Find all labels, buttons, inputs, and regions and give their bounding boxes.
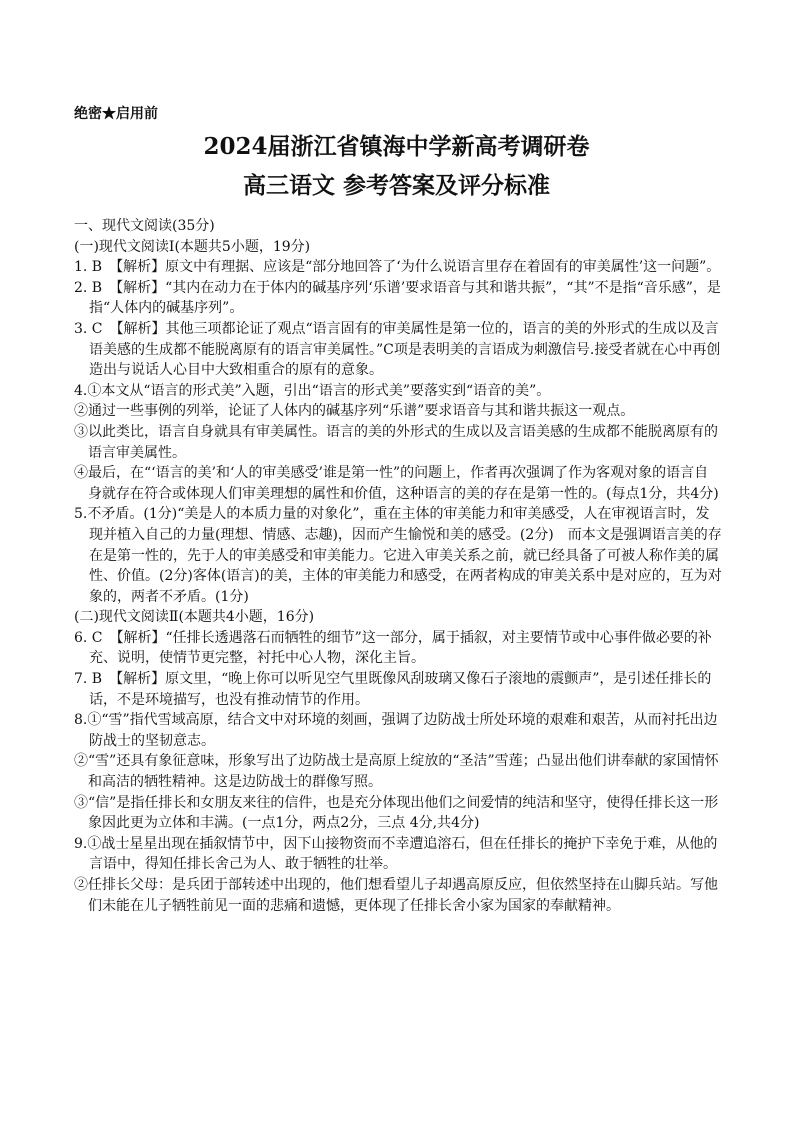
answer-point: ③以此类比，语言自身就具有审美属性。语言的美的外形式的生成以及言语美感的生成都不能脱离原有的语言审美属性。 <box>74 423 718 461</box>
document-subtitle: 高三语文 参考答案及评分标准 <box>242 172 550 199</box>
answer-body <box>74 216 722 916</box>
subsection-heading: (二)现代文阅读Ⅱ(本题共4小题，16分) <box>74 609 315 626</box>
answer-item: 7. B 【解析】原文里，“晚上你可以听见空气里既像风刮玻璃又像石子滚地的震颤声”，是引述任排长的话，不是环境描写，也没有推动情节的作用。 <box>74 671 712 708</box>
answer-point: ②“雪”还具有象征意味，形象写出了边防战士是高原上绽放的“圣洁”雪莲；凸显出他们讲奉献的家国情怀和高洁的牺牲精神。这是边防战士的群像写照。 <box>74 753 719 791</box>
subsection-heading: (一)现代文阅读Ⅰ(本题共5小题，19分) <box>74 238 311 255</box>
answer-item: 4.①本文从“语言的形式美”入题，引出“语言的形式美”要落实到“语音的美”。 <box>74 382 551 399</box>
answer-item: 5.不矛盾。(1分)“美是人的本质力量的对象化”，重在主体的审美能力和审美感受，人在审视语言时，发现并植入自己的力量(理想、情感、志趣)，因而产生愉悦和美的感受。(2分) 而本文是强调语言美的存在是第一性的，先于人的审美感受和审美能力。它进入审美关系之前，就已经具备了可被人称作美的属性、价值。(2分)客体(语言)的美，主体的审美能力和感受，在两者构成的审美关系中是对应的，互为对象的，两者不矛盾。(1分) <box>74 506 722 605</box>
confidential-label: 绝密★启用前 <box>74 106 158 122</box>
answer-point: ③“信”是指任排长和女朋友来往的信件，也是充分体现出他们之间爱情的纯洁和坚守，使得任排长这一形象因此更为立体和丰满。(一点1分，两点2分，三点 4分,共4分) <box>74 794 719 832</box>
answer-item: 1. B 【解析】原文中有理据、应该是“部分地回答了‘为什么说语言里存在着固有的审美属性’这一问题”。 <box>74 259 721 276</box>
answer-item: 8.①“雪”指代雪域高原，结合文中对环境的刻画，强调了边防战士所处环境的艰难和艰苦，从而衬托出边防战士的坚韧意志。 <box>74 712 718 749</box>
answer-point: ④最后，在“‘语言的美’和‘人的审美感受’谁是第一性”的问题上，作者再次强调了作为客观对象的语言自身就存在符合或体现人们审美理想的属性和价值，这种语言的美的存在是第一性的。(每点1分，共4分) <box>74 465 719 502</box>
answer-item: 2. B 【解析】“其内在动力在于体内的碱基序列‘乐谱’要求语音与其和谐共振”，“其”不是指“音乐感”，是指“人体内的碱基序列”。 <box>74 279 721 317</box>
answer-point: ②通过一些事例的列举，论证了人体内的碱基序列“乐谱”要求语音与其和谐共振这一观点。 <box>74 403 635 420</box>
answer-item: 9.①战士星星出现在插叙情节中，因下山接物资而不幸遭追溶石，但在任排长的掩护下幸免于难，从他的言语中，得知任排长舍己为人、敢于牺牲的壮举。 <box>74 835 718 873</box>
answer-item: 3. C 【解析】其他三项都论证了观点“语言固有的审美属性是第一位的，语言的美的外形式的生成以及言语美感的生成都不能脱离原有的语言审美属性。”C项是表明美的言语成为刺激信号.接受者就在心中再创造出与说话人心目中大致相重合的原有的意象。 <box>74 320 721 379</box>
section-heading: 一、现代文阅读(35分) <box>74 218 215 234</box>
answer-item: 6. C 【解析】“任排长透遇落石而牺牲的细节”这一部分，属于插叙，对主要情节或中心事件做必要的补充、说明，使情节更完整，衬托中心人物，深化主旨。 <box>74 629 712 667</box>
answer-point: ②任排长父母：是兵团于部转述中出现的，他们想看望儿子却遇高原反应，但依然坚持在山脚兵站。写他们未能在儿子牺牲前见一面的悲痛和遗憾，更体现了任排长舍小家为国家的奉献精神。 <box>74 877 718 914</box>
document-title: 2024届浙江省镇海中学新高考调研卷 <box>203 133 590 160</box>
